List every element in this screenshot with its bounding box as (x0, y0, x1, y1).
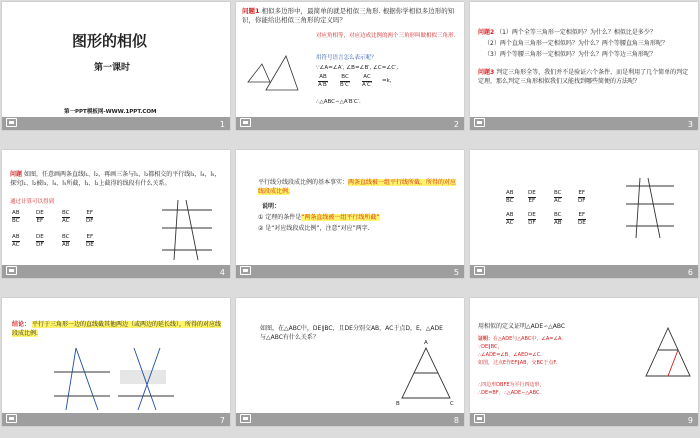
proof-label: 证明： (478, 336, 494, 342)
ratio-de-df: $\frac{DE}{DF}$ (528, 212, 536, 226)
slide-footer (2, 265, 230, 278)
triangle-parallel-figure-right (116, 346, 178, 412)
definition-text: 对应角相等，对应边成比例的两个三角形叫做相似三角形. (316, 33, 456, 39)
slide-1[interactable] (2, 2, 230, 130)
comment-icon[interactable] (474, 266, 485, 275)
slide-footer-text: 第一PPT模板网-WWW.1PPT.COM (64, 109, 157, 115)
ratio-ef-de: $\frac{EF}{DE}$ (86, 234, 94, 248)
question-text (242, 7, 460, 25)
comment-icon[interactable] (6, 118, 17, 127)
comment-icon[interactable] (240, 118, 251, 127)
comment-icon[interactable] (6, 414, 17, 423)
proof-line-2: ∵DE∥BC， (478, 344, 503, 350)
slide-number: 4 (219, 268, 225, 277)
ratio-bc: $\frac{BC}{B'C'}$ (340, 74, 351, 88)
comment-icon[interactable] (240, 266, 251, 275)
ratio-ab: $\frac{AB}{A'B'}$ (318, 74, 329, 88)
slide-8[interactable] (236, 298, 464, 426)
question2-line3: （3）两个等腰三角形一定相似吗？为什么？两个等边三角形呢？ (484, 51, 656, 58)
slide-4[interactable] (2, 150, 230, 278)
parallel-lines-figure (624, 176, 680, 242)
comment-icon[interactable] (240, 414, 251, 423)
slide-footer (470, 413, 698, 426)
theorem-text: 平行线分线段成比例的基本事实：两条直线被一组平行线所截，所得的对应线段成比例. (258, 179, 457, 195)
vertex-a-label: A (424, 340, 428, 346)
slide-number: 2 (453, 120, 459, 129)
question-text: 问题 如图，任意画两条直线l₁、l₂，再画三条与l₁、l₂都相交的平行线l₃，l₄，l₅，探究l₁、l₂被l₃、l₄、l₅所截，l₁、l₂上截得的线段有什么关系。 (10, 171, 221, 187)
question3-label: 问题3 (478, 69, 495, 76)
note-line-1: ① 定理的条件是“两条直线被一组平行线所截” (258, 214, 380, 221)
proof-line-3: ∴∠ADE=∠B，∠AED=∠C. (478, 352, 542, 358)
slide-7[interactable] (2, 298, 230, 426)
ratio-de-ef: $\frac{DE}{EF}$ (36, 210, 44, 224)
ratio-bc-ac: $\frac{BC}{AC}$ (62, 210, 70, 224)
slide-number: 3 (687, 120, 693, 129)
slide-footer (236, 265, 464, 278)
proof-line-5: ∴四边形DBFE为平行四边形， (478, 382, 545, 388)
question2-line1: 问题2 （1）两个全等三角形一定相似吗？为什么？相似比是多少？ (478, 29, 656, 36)
slide-2[interactable] (236, 2, 464, 130)
triangle-proof-figure (642, 324, 694, 382)
conclusion-label: 结论： (12, 321, 31, 328)
ratio-bc-ac: $\frac{BC}{AC}$ (554, 190, 562, 204)
slide-9[interactable] (470, 298, 698, 426)
notation-prompt: 用符号语言怎么表示呢？ (316, 55, 377, 61)
slide-3[interactable] (470, 2, 698, 130)
small-triangle (248, 64, 270, 82)
slide-5[interactable] (236, 150, 464, 278)
comment-icon[interactable] (474, 118, 485, 127)
slide-number: 6 (687, 268, 693, 277)
ratio-k: =k, (382, 78, 392, 84)
slide-title: 图形的相似 (72, 32, 148, 50)
slide-number: 5 (453, 268, 459, 277)
slide-footer (2, 117, 230, 130)
question-body: 相似多边形中，最简单的就是相似三角形. 根据你学相似多边形的知识，你能给出相似三角形的定义吗？ (242, 7, 455, 24)
slide-subtitle: 第一课时 (94, 63, 131, 73)
note-label: 说明： (262, 203, 281, 210)
slide-number: 9 (687, 416, 693, 425)
slide-footer (470, 265, 698, 278)
ratio-bc-ab: $\frac{BC}{AB}$ (554, 212, 562, 226)
question-label: 问题1 (242, 7, 260, 15)
ratio-ab-bc: $\frac{AB}{BC}$ (506, 190, 514, 204)
ratio-ef-de: $\frac{EF}{DE}$ (578, 212, 586, 226)
calc-text: 通过计算可以得到 (10, 199, 55, 205)
conclusion-text: ∴△ABC∽△A′B′C′. (316, 99, 361, 105)
vertex-c-label: C (450, 401, 454, 407)
slide-footer (470, 117, 698, 130)
ratio-ab-bc: $\frac{AB}{BC}$ (12, 210, 20, 224)
similar-triangles-figure (240, 46, 300, 106)
slide-number: 7 (219, 416, 225, 425)
ratio-ac: $\frac{AC}{A'C'}$ (362, 74, 373, 88)
ratio-ef-df: $\frac{EF}{DF}$ (578, 190, 586, 204)
slide-footer (236, 117, 464, 130)
triangle-parallel-figure-left (52, 346, 114, 412)
comment-icon[interactable] (474, 414, 485, 423)
comment-icon[interactable] (6, 266, 17, 275)
slide-footer (2, 413, 230, 426)
triangle-abc-figure (396, 344, 456, 404)
problem-text: 如图，在△ABC中，DE∥BC，且DE分别交AB，AC于点D，E，△ADE与△ABC有什么关系？ (260, 325, 443, 341)
note-line-2: ② 是“对应线段成比例”，注意“对应”两字. (258, 225, 370, 232)
slide-title: 用相似的定义证明△ADE∽△ABC (478, 323, 566, 330)
ratio-de-ef: $\frac{DE}{EF}$ (528, 190, 536, 204)
slide-number: 1 (219, 120, 225, 129)
ratio-ab-ac: $\frac{AB}{AC}$ (12, 234, 20, 248)
ratio-ab-ac: $\frac{AB}{AC}$ (506, 212, 514, 226)
ratio-bc-ab: $\frac{BC}{AB}$ (62, 234, 70, 248)
ratio-de-df: $\frac{DE}{DF}$ (36, 234, 44, 248)
question3-text: 问题3 判定三角形全等，我们并不是验证六个条件，而是利用了几个简单的判定定理，那么判定三角形相似我们又能找到哪些简便的方法呢？ (478, 69, 689, 85)
slide-6[interactable] (470, 150, 698, 278)
question-label: 问题 (10, 171, 23, 178)
ratio-ef-df: $\frac{EF}{DF}$ (86, 210, 94, 224)
parallel-lines-figure (160, 198, 220, 264)
question2-label: 问题2 (478, 29, 495, 36)
slide-number: 8 (453, 416, 459, 425)
proof-line-6: ∴DE=BF，∴△ADE∽△ABC. (478, 390, 542, 396)
condition-text: ∵∠A=∠A′, ∠B=∠B′, ∠C=∠C′, (316, 65, 399, 71)
large-triangle (266, 56, 298, 90)
proof-line-1: 证明：在△ADE与△ABC中，∠A=∠A. (478, 336, 563, 342)
conclusion-text: 结论： 平行于三角形一边的直线截其他两边（或两边的延长线），所得的对应线段成比例. (12, 321, 221, 337)
proof-line-4: 如图，过点E作EF∥AB，交BC于点F. (478, 360, 558, 366)
vertex-b-label: B (396, 401, 400, 407)
question2-line2: （2）两个直角三角形一定相似吗？为什么？两个等腰直角三角形呢？ (484, 40, 668, 47)
slide-footer (236, 413, 464, 426)
